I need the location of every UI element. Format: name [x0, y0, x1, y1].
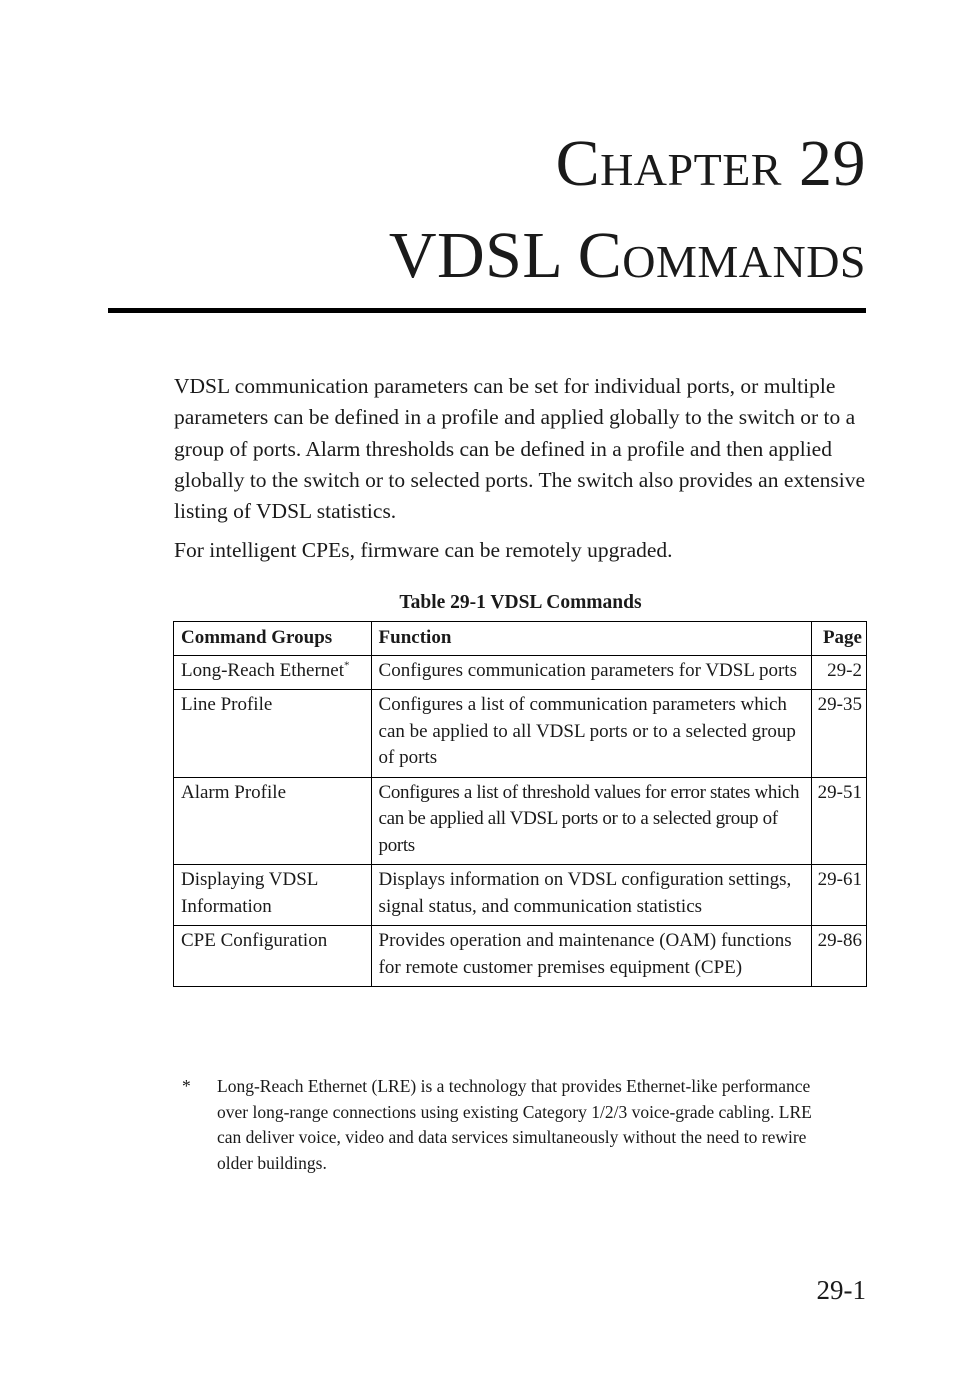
table-row: [174, 690, 867, 778]
footnote-mark: *: [182, 1076, 191, 1096]
table-row: [174, 777, 867, 865]
header-page: Page: [812, 622, 867, 656]
table-footnote: [182, 1074, 822, 1176]
table-caption: Table 29-1 VDSL Commands: [399, 592, 642, 613]
page-cell: 29-2: [812, 655, 867, 690]
heading-rule: [108, 308, 866, 313]
function-cell: Configures communication parameters for VDSL ports: [371, 655, 812, 690]
command-group-name: Long-Reach Ethernet: [181, 659, 345, 681]
intro-paragraph-2: For intelligent CPEs, firmware can be remotely upgraded.: [174, 538, 673, 562]
command-group-cell: CPE Configuration: [174, 926, 372, 987]
header-function: Function: [371, 622, 812, 656]
vdsl-commands-table: [173, 621, 867, 987]
page-number: 29-1: [816, 1275, 866, 1305]
table-header-row: [174, 622, 867, 656]
footnote-text: Long-Reach Ethernet (LRE) is a technology that provides Ethernet-like performance over long-range connections using existing Category 1/2/3 voice-grade cabling. LRE can deliver voice, video and data services simultaneously without the need to rewire older buildings.: [217, 1076, 812, 1173]
table-row: [174, 655, 867, 690]
table-row: [174, 926, 867, 987]
function-cell: Configures a list of communication parameters which can be applied to all VDSL ports or to a selected group of ports: [371, 690, 812, 778]
page-cell: 29-51: [812, 777, 867, 865]
page-cell: 29-35: [812, 690, 867, 778]
table-row: [174, 865, 867, 926]
command-group-cell: Alarm Profile: [174, 777, 372, 865]
function-cell: Displays information on VDSL configuration settings, signal status, and communication statistics: [371, 865, 812, 926]
command-group-cell: Line Profile: [174, 690, 372, 778]
command-group-cell: [174, 655, 372, 690]
intro-paragraph-1: VDSL communication parameters can be set for individual ports, or multiple parameters can be defined in a profile and applied globally to the switch or to a group of ports. Alarm thresholds can be defined in a profile and then applied globally to the switch or to selected ports. The switch also provides an extensive listing of VDSL statistics.: [174, 374, 866, 524]
function-cell: Configures a list of threshold values for error states which can be applied all VDSL ports or to a selected group of ports: [371, 777, 812, 865]
page-cell: 29-86: [812, 926, 867, 987]
footnote-reference: *: [344, 659, 350, 672]
page-cell: 29-61: [812, 865, 867, 926]
command-group-cell: Displaying VDSL Information: [174, 865, 372, 926]
chapter-title: VDSL Commands: [388, 219, 866, 292]
function-cell: Provides operation and maintenance (OAM) functions for remote customer premises equipment (CPE): [371, 926, 812, 987]
chapter-heading: [389, 118, 866, 302]
chapter-label: Chapter 29: [555, 127, 866, 200]
header-command-groups: Command Groups: [174, 622, 372, 656]
